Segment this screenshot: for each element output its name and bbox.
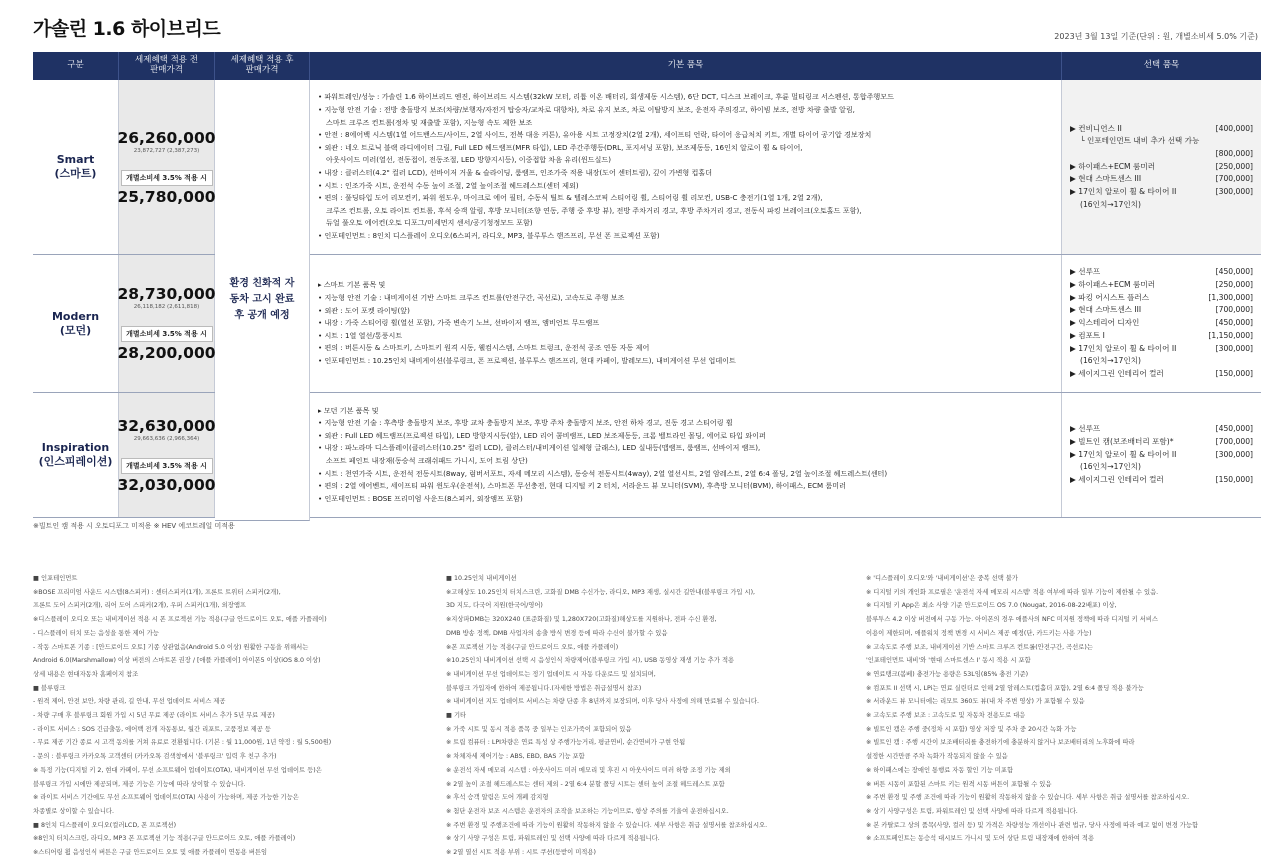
option-price: [150,000] [1215, 475, 1253, 485]
option-name: └ 인포테인먼트 내비 추가 선택 가능 [1080, 136, 1200, 146]
option-item [1070, 266, 1253, 279]
note-line: 차종별로 상이할 수 있습니다. [33, 807, 114, 815]
trim-row [33, 80, 215, 255]
option-item [1070, 449, 1253, 462]
note-line: ※스티어링 휠 음성인식 버튼은 구글 안드로이드 오토 및 애플 카플레이 연동용 버튼임 [33, 849, 268, 857]
note-line: ※폰 프로젝션 기능 적용(구글 안드로이드 오토, 애플 카플레이) [446, 643, 619, 651]
trim-items-row [310, 393, 1261, 518]
option-item [1070, 474, 1253, 487]
note-line: ※ 상기 사양 구성은 트림, 파워트레인 및 선택 사양에 따라 다르게 적용됩니다. [446, 835, 660, 843]
option-item [1070, 355, 1253, 368]
option-item [1070, 186, 1253, 199]
basic-item-line: • 내장 : 파노라마 디스플레이(클러스터(10.25" 컬러 LCD), 클러스터/내비게이션 일체형 글래스), LED 실내등(맵램프, 룸램프, 선바이저 램프), [318, 443, 761, 453]
header-option-items: 선택 품목 [1143, 60, 1180, 71]
tax-label: 개별소비세 3.5% 적용 시 [121, 458, 213, 474]
basic-item-line: 아웃사이드 미러(열선, 전동접이, 전동조절, LED 방향지시등), 이중접합 차음 유리(윈드실드) [326, 155, 612, 165]
option-price: [300,000] [1215, 449, 1253, 459]
note-line: ※ 주변 환경 및 주행 조건에 따라 기능이 원활히 작동하지 않을 수 있습니다. 세부 사항은 취급 설명서를 참조하십시오. [866, 794, 1190, 802]
note-line: - 무료 제공 기간 종료 시 고객 동의를 거쳐 유료로 전환됩니다. (기본 : 월 11,000원, 1년 약정 : 월 5,500원) [33, 739, 332, 747]
tax-label: 개별소비세 3.5% 적용 시 [121, 170, 213, 186]
basic-item-line: • 외관 : 도어 포켓 라이팅(앞) [318, 305, 410, 315]
option-name: ▶ 선루프 [1070, 267, 1101, 277]
note-line: ※ 운전석 자세 메모리 시스템 : 아웃사이드 미러 메모리 및 후진 시 아웃사이드 미러 하향 조정 기능 제외 [446, 766, 731, 774]
basic-item-line: • 안전 : 8에어백 시스템(1열 어드밴스드/사이드, 2열 사이드, 전복 대응 커튼), 유아용 시트 고정장치(2열 2개), 세이프티 언락, 타이어 응급처치 키트, 개별 타이어 공기압 경보장치 [318, 130, 872, 140]
note-line: ■ 블루링크 [33, 684, 66, 692]
notes-column-2 [446, 572, 856, 860]
option-name: ▶ 현대 스마트센스 III [1070, 174, 1142, 184]
note-line: ※ 주변 환경 및 주행조건에 따라 기능이 원활히 작동하지 않을 수 있습니다. 세부 사항은 취급 설명서를 참조하십시오. [446, 821, 768, 829]
price-with-reduced-tax: 25,780,000 [117, 187, 216, 206]
note-line: ※ 디지털 키의 개인화 프로필은 '운전석 자세 메모리 시스템' 적용 여부에 따라 일부 기능이 제한될 수 있음. [866, 588, 1159, 596]
note-line: - 작동 스마트폰 기종 : [안드로이드 오토] 기종 상관없음(Android 5.0 이상) 원활한 구동을 위해서는 [33, 643, 309, 651]
trim-name [33, 255, 119, 392]
basic-item-line: • 편의 : 버튼시동 & 스마트키, 스마트키 원격 시동, 웰컴시스템, 스마트 트렁크, 운전석 공조 연동 자동 제어 [318, 343, 650, 353]
note-line: - 차량 구매 후 블루링크 회원 가입 시 5년 무료 제공 (라이트 서비스 추가 5년 무료 제공) [33, 712, 275, 720]
basic-items [310, 80, 1062, 254]
basic-item-line: • 인포테인먼트 : 10.25인치 내비게이션(블루링크, 폰 프로젝션, 블루투스 핸즈프리, 현대 카페이, 발레모드), 내비게이션 무선 업데이트 [318, 355, 736, 365]
price-with-reduced-tax: 32,030,000 [117, 475, 216, 494]
option-price: [700,000] [1215, 436, 1253, 446]
trim-name-ko: (모던) [59, 323, 92, 337]
option-name: ▶ 익스테리어 디자인 [1070, 318, 1140, 328]
price-before-tax-benefit: 28,730,000 [117, 285, 216, 303]
price-before-tax-benefit: 32,630,000 [117, 416, 216, 435]
option-price: [250,000] [1215, 280, 1253, 290]
option-name: ▶ 17인치 알로이 휠 & 타이어 II [1070, 343, 1177, 353]
note-line: ※8인치 터치스크린, 라디오, MP3 폰 프로젝션 기능 적용(구글 안드로이드 오토, 애플 카플레이) [33, 835, 296, 843]
note-line: ※ 상기 사양구성은 트림, 파워트레인 및 선택 사양에 따라 다르게 적용됩니다. [866, 807, 1078, 815]
note-line: ※ 후석 승객 알림은 도어 개폐 감지형 [446, 794, 549, 802]
note-line: ■ 8인치 디스플레이 오디오(컬러LCD, 폰 프로젝션) [33, 821, 177, 829]
note-line: 프론트 도어 스피커(2개), 리어 도어 스피커(2개), 우퍼 스피커(1개), 외장앰프 [33, 602, 247, 610]
option-item [1070, 173, 1253, 186]
trim-items-row [310, 80, 1261, 255]
price-table [33, 52, 1261, 521]
option-items [1062, 255, 1261, 392]
notes-column-1 [33, 572, 438, 860]
note-line: DMB 방송 정책, DMB 사업자의 송출 방식 변경 등에 따라 수신이 불가할 수 있음 [446, 629, 668, 637]
option-item [1070, 292, 1253, 305]
note-line: ※ 빌트인 캠 : 주행 시간이 보조배터리를 충전하기에 충분하지 않거나 보조배터리의 노후화에 따라 [866, 739, 1135, 747]
option-items [1062, 80, 1261, 254]
option-price: [450,000] [1215, 424, 1253, 434]
note-line: ※ 2열 열선 시트 적용 부위 : 시트 쿠션(등받이 미적용) [446, 849, 596, 857]
price-breakdown: 23,872,727 (2,387,273) [133, 147, 200, 154]
note-line: ※ 연료탱크(봄베) 충전가능 용량은 53L임(85% 충전 기준) [866, 670, 1029, 678]
option-item [1070, 161, 1253, 174]
option-name: ▶ 17인치 알로이 휠 & 타이어 II [1070, 187, 1177, 197]
basic-item-line: 소프트 페인트 내장재(동승석 크래쉬패드 가니시, 도어 트림 상단) [326, 456, 528, 465]
price-breakdown: 29,663,636 (2,966,364) [133, 435, 200, 442]
option-name: ▶ 하이패스+ECM 룸미러 [1070, 161, 1156, 171]
option-item [1070, 343, 1253, 356]
price-after-tax-benefit: 환경 친화적 자동차 고시 완료 후 공개 예정 [215, 80, 310, 521]
price-cell [119, 80, 215, 254]
option-name: ▶ 컨비니언스 II [1070, 123, 1122, 133]
note-line: ※10.25인치 내비게이션 선택 시 음성인식 차량제어(블루링크 가입 시), USB 동영상 재생 기능 추가 적용 [446, 657, 735, 665]
basic-item-line: • 지능형 안전 기술 : 후측방 충돌방지 보조, 후방 교차 충돌방지 보조, 후방 주차 충돌방지 보조, 안전 하차 경고, 진동 경고 스티어링 휠 [318, 418, 733, 428]
basic-item-line: ▸ 스마트 기본 품목 및 [318, 280, 386, 290]
trim-price-columns [33, 80, 215, 521]
option-name: ▶ 파킹 어시스트 플러스 [1070, 292, 1150, 302]
tax-label: 개별소비세 3.5% 적용 시 [121, 326, 213, 342]
basic-item-line: • 외관 : Full LED 헤드램프(프로젝션 타입), LED 방향지시등(앞), LED 리어 콤비램프, LED 보조제동등, 크롬 벨트라인 몰딩, 에어로 타입 와이퍼 [318, 430, 766, 440]
option-name: (16인치→17인치) [1080, 199, 1141, 209]
basic-item-line: • 파워트레인/성능 : 가솔린 1.6 하이브리드 엔진, 하이브리드 시스템(32kW 모터, 리튬 이온 배터리, 회생제동 시스템), 6단 DCT, 디스크 브레이크, 후륜 멀티링크 서스펜션, 통합주행모드 [318, 92, 894, 102]
option-price: [700,000] [1215, 174, 1253, 184]
note-line: ※ 빌트인 캠은 주행 중(정차 시 포함) 영상 저장 및 주차 중 20시간 녹화 가능 [866, 725, 1077, 733]
note-line: ※ 서라운드 뷰 모니터에는 리모트 360도 뷰(내 차 주변 영상) 가 포함될 수 있음 [866, 698, 1085, 706]
note-line: Android 6.0(Marshmallow) 이상 버전의 스마트폰 권장 / [애플 카플레이] 아이폰5 이상(iOS 8.0 이상) [33, 657, 321, 665]
option-item [1070, 148, 1253, 161]
items-columns [310, 80, 1261, 521]
option-price: [1,150,000] [1208, 330, 1253, 340]
note-line: ※ 트립 컴퓨터 : LPI차량은 연료 특성 상 주행가능거리, 평균연비, 순간연비가 구현 안됨 [446, 739, 686, 747]
option-name: ▶ 세이지그린 인테리어 컬러 [1070, 368, 1164, 378]
note-line: ※ 라이트 서비스 기간에도 무선 소프트웨어 업데이트(OTA) 사용이 가능하며, 제공 가능한 기능은 [33, 794, 299, 802]
basic-item-line: • 편의 : 풀딩타입 도어 리모컨키, 파워 윈도우, 마이크로 에어 필터, 수동식 틸트 & 텔레스코픽 스티어링 휠, 스티어링 휠 리모컨, USB-C 충전기(1열 1개, 2열 2개), [318, 193, 823, 203]
note-line: ※고해상도 10.25인치 터치스크린, 고화질 DMB 수신가능, 라디오, MP3 재생, 실시간 길안내(블루링크 가입 시), [446, 588, 756, 596]
header-basic-items: 기본 품목 [310, 52, 1062, 80]
price-cell [119, 393, 215, 517]
option-price: [300,000] [1215, 187, 1253, 197]
note-line: ※ 내비게이션 지도 업데이트 서비스는 차량 단종 후 8년까지 보장되며, 이후 당사 사정에 의해 만료될 수 있습니다. [446, 698, 759, 706]
option-item [1070, 123, 1253, 136]
note-line: ※ '디스플레이 오디오'와 '내비게이션'은 중복 선택 불가 [866, 575, 1018, 582]
note-line: - 원격 제어, 안전 보안, 차량 관리, 길 안내, 무선 업데이트 서비스 제공 [33, 698, 226, 706]
note-line: ※지상파DMB는 320X240 (표준화질) 및 1,280X720(고화질)해상도를 지원하나, 전파 수신 환경, [446, 616, 717, 624]
note-line: ※ 내비게이션 무선 업데이트는 정기 업데이트 시 자동 다운로드 및 설치되며, [446, 670, 656, 678]
basic-item-line: • 시트 : 인조가죽 시트, 운전석 수동 높이 조절, 2열 높이조절 헤드레스트(센터 제외) [318, 180, 579, 190]
option-name: ▶ 17인치 알로이 휠 & 타이어 II [1070, 449, 1177, 459]
option-item [1070, 317, 1253, 330]
option-price: [450,000] [1215, 267, 1253, 277]
note-line: ■ 인포테인먼트 [33, 575, 78, 582]
note-line: 3D 지도, 다국어 지원(한국어/영어) [446, 602, 543, 610]
option-item [1070, 368, 1253, 381]
basic-item-line: ▸ 모던 기본 품목 및 [318, 405, 379, 415]
basic-item-line: • 시트 : 1열 열선/통풍시트 [318, 330, 403, 340]
option-price: [250,000] [1215, 161, 1253, 171]
trim-row [33, 393, 215, 518]
option-item [1070, 423, 1253, 436]
basic-items [310, 393, 1062, 517]
note-line: ※ 특정 기능(디지털 키 2, 현대 카페이, 무선 소프트웨어 업데이트(OTA), 내비게이션 무선 업데이트 등)은 [33, 766, 322, 774]
note-line: ※ 고속도로 주행 보조 : 고속도로 및 자동차 전용도로 대응 [866, 712, 1026, 720]
note-line: ※ 2열 높이 조절 헤드레스트는 센터 제외 - 2열 6:4 분할 폴딩 시트는 센터 높이 조절 헤드레스트 포함 [446, 780, 725, 788]
basic-item-line: • 인포테인먼트 : BOSE 프리미엄 사운드(8스피커, 외장앰프 포함) [318, 493, 523, 503]
basic-item-line: • 편의 : 2열 에어벤트, 세이프티 파워 윈도우(운전석), 스마트폰 무선충전, 현대 디지털 키 2 터치, 서라운드 뷰 모니터(SVM), 후측방 모니터(BVM), 하이패스, ECM 룸미러 [318, 481, 846, 491]
option-item [1070, 304, 1253, 317]
price-with-reduced-tax: 28,200,000 [117, 344, 216, 362]
header-price-after: 세제혜택 적용 후 판매가격 [215, 52, 310, 80]
note-line: 블루투스 4.2 이상 버전에서 구동 가능. 아이폰의 경우 애플사의 NFC 미지원 정책에 따라 디지털 키 서비스 [866, 616, 1158, 624]
note-line: - 라이트 서비스 : SOS 긴급출동, 에어백 전개 자동통보, 월간 리포트, 고품정보 제공 등 [33, 725, 271, 733]
basic-items [310, 255, 1062, 392]
option-item [1070, 279, 1253, 292]
option-name [1070, 148, 1080, 161]
note-line: '인포테인먼트 내비'와 '현대 스마트센스 I' 동시 적용 시 포함 [866, 657, 1031, 665]
option-item [1070, 436, 1253, 449]
price-breakdown: 26,118,182 (2,611,818) [133, 304, 200, 310]
option-price: [700,000] [1215, 305, 1253, 315]
note-line: 이용이 제한되며, 애플워치 정책 변경 시 서비스 제공 예정(단, 카드키는 사용 가능) [866, 629, 1092, 637]
table-header [33, 52, 1261, 80]
trim-items-row [310, 255, 1261, 393]
option-item [1070, 461, 1253, 474]
basic-item-line: • 지능형 안전 기술 : 전방 충돌방지 보조(차량/보행자/자전거 탑승자/교차로 대향차), 차로 유지 보조, 차로 이탈방지 보조, 운전자 주의경고, 하이빔 보조, 전방 차량 출발 알림, [318, 105, 855, 115]
note-line: ※ 하이패스에는 장애인 통행료 자동 할인 기능 미포함 [866, 766, 1014, 774]
option-price: [800,000] [1215, 148, 1253, 158]
option-item [1070, 199, 1253, 212]
option-price: [400,000] [1215, 123, 1253, 133]
price-basis-note: 2023년 3월 13일 기준(단위 : 원, 개별소비세 5.0% 기준) [1054, 32, 1258, 41]
note-line: ※ 디지털 키 App은 최소 사양 기준 안드로이드 OS 7.0 (Nougat, 2016-08-22배포) 이상, [866, 602, 1117, 610]
trim-name-ko: (스마트) [54, 167, 97, 180]
trim-name-en: Smart [56, 153, 95, 167]
option-name: ▶ 세이지그린 인테리어 컬러 [1070, 475, 1164, 485]
note-line: ※ 소프트페인트는 동승석 대시보드 가니시 및 도어 상단 트림 내장재에 한하여 적용 [866, 835, 1095, 843]
basic-item-line: • 지능형 안전 기술 : 내비게이션 기반 스마트 크루즈 컨트롤(안전구간, 곡선로), 고속도로 주행 보조 [318, 293, 625, 303]
note-line: ※ 가죽 시트 및 동시 적용 품목 중 일부는 인조가죽이 포함되어 있음 [446, 725, 632, 733]
notes-column-3 [866, 572, 1266, 846]
option-price: [300,000] [1215, 343, 1253, 353]
trim-name [33, 393, 119, 517]
note-line: - 문의 : 블루링크 카카오톡 고객센터 (카카오톡 검색창에서 '블루링크' 입력 후 친구 추가) [33, 753, 277, 761]
header-trim: 구분 [33, 52, 119, 80]
option-items [1062, 393, 1261, 517]
basic-item-line: • 내장 : 가죽 스티어링 휠(열선 포함), 가죽 변속기 노브, 선바이저 램프, 앰비언트 무드램프 [318, 318, 600, 328]
option-name: (16인치→17인치) [1080, 356, 1141, 366]
option-price: [150,000] [1215, 368, 1253, 378]
trim-name-ko: (인스피레이션) [38, 455, 113, 468]
note-line: 설정한 시간만큼 주차 녹화가 작동되지 않을 수 있음 [866, 753, 1008, 761]
trim-row [33, 255, 215, 393]
option-item [1070, 135, 1253, 148]
basic-item-line: 듀얼 풀오토 에어컨(오토 디포그/미세먼지 센서/공기청정모드 포함) [326, 218, 533, 228]
note-line: 블루링크 가입 시에만 제공되며, 제공 기능은 기능에 따라 상이할 수 있습니다. [33, 780, 246, 788]
page-title: 가솔린 1.6 하이브리드 [33, 18, 221, 40]
header-price-before: 세제혜택 적용 전 판매가격 [119, 52, 215, 80]
note-line: ※ 첨단 운전자 보조 시스템은 운전자의 조작을 보조하는 기능이므로, 항상 주의를 기울여 운전하십시오. [446, 807, 729, 815]
option-name: ▶ 현대 스마트센스 III [1070, 305, 1142, 315]
basic-item-line: • 내장 : 클러스터(4.2" 컬러 LCD), 선바이저 거울 & 슬라이딩, 룸램프, 인조가죽 적용 내장(도어 센터트림), 깊이 가변형 컵홀더 [318, 168, 713, 177]
note-line: 상세 내용은 현대자동차 홈페이지 참조 [33, 670, 139, 678]
trim-name-en: Inspiration [41, 441, 110, 455]
option-name: ▶ 선루프 [1070, 424, 1101, 434]
note-line: ※ 차체자세 제어기능 : ABS, EBD, BAS 기능 포함 [446, 753, 585, 761]
option-name: ▶ 컴포트 I [1070, 330, 1105, 340]
note-line: ※BOSE 프리미엄 사운드 시스템(8스피커) : 센터스피커(1개), 프론트 트위터 스피커(2개), [33, 588, 281, 596]
table-footnote: ※빌트인 캠 적용 시 오토디포그 미적용 ※ HEV 에코트레일 미적용 [33, 522, 235, 530]
basic-item-line: 스마트 크루즈 컨트롤(정차 및 재출발 포함), 지능형 속도 제한 보조 [326, 117, 533, 127]
basic-item-line: 크루즈 컨트롤, 오토 라이트 컨트롤, 후석 승객 알림, 후방 모니터(조향 연동, 주행 중 후방 뷰), 전방 주차거리 경고, 후방 주차거리 경고, 전동식 파킹 브레이크(오토홀드 포함), [326, 205, 862, 215]
note-line: ■ 기타 [446, 712, 467, 720]
option-name: ▶ 하이패스+ECM 룸미러 [1070, 280, 1156, 290]
note-line: ※디스플레이 오디오 또는 내비게이션 적용 시 폰 프로젝션 기능 적용(구글 안드로이드 오토, 애플 카플레이) [33, 616, 327, 624]
price-cell [119, 255, 215, 392]
trim-name [33, 80, 119, 254]
note-line: ■ 10.25인치 내비게이션 [446, 575, 517, 582]
note-line: ※ 컴포트 II 선택 시, LPi는 연료 실린더로 인해 2열 암레스트(컵홀더 포함), 2열 6:4 폴딩 적용 불가능 [866, 684, 1144, 692]
basic-item-line: • 시트 : 천연가죽 시트, 운전석 전동시트(8way, 럼버서포트, 자세 메모리 시스템), 동승석 전동시트(4way), 2열 열선시트, 2열 암레스트, 2열 6:4 폴딩, 2열 높이조절 헤드레스트(센터) [318, 468, 888, 478]
option-price: [450,000] [1215, 318, 1253, 328]
note-line: ※ 고속도로 주행 보조, 내비게이션 기반 스마트 크루즈 컨트롤(안전구간, 곡선로)는 [866, 643, 1093, 651]
note-line: 블루링크 가입자에 한하여 제공됩니다.(자세한 방법은 취급설명서 참조) [446, 684, 642, 692]
option-name: ▶ 빌트인 캠(보조배터리 포함)* [1070, 436, 1174, 446]
price-before-tax-benefit: 26,260,000 [117, 128, 216, 147]
note-line: - 디스플레이 터치 또는 음성을 통한 제어 가능 [33, 629, 159, 637]
trim-name-en: Modern [51, 309, 100, 323]
option-item [1070, 330, 1253, 343]
option-price: [1,300,000] [1208, 292, 1253, 302]
note-line: ※ 버튼 시동이 포함된 스마트 키는 원격 시동 버튼이 포함될 수 있음 [866, 780, 1052, 788]
option-name: (16인치→17인치) [1080, 462, 1141, 472]
basic-item-line: • 외관 : 네오 트로닉 블랙 라디에이터 그릴, Full LED 헤드램프(MFR 타입), LED 주간주행등(DRL, 포지셔닝 포함), 보조제동등, 16인치 알로이 휠 & 타이어, [318, 142, 803, 152]
note-line: ※ 본 카탈로그 상의 품목(사양, 컬러 등) 및 가격은 차량성능 개선이나 관련 법규, 당사 사정에 따라 예고 없이 변경 가능함 [866, 821, 1199, 829]
basic-item-line: • 인포테인먼트 : 8인치 디스플레이 오디오(6스피커, 라디오, MP3, 블루투스 핸즈프리, 무선 폰 프로젝션 포함) [318, 230, 660, 240]
